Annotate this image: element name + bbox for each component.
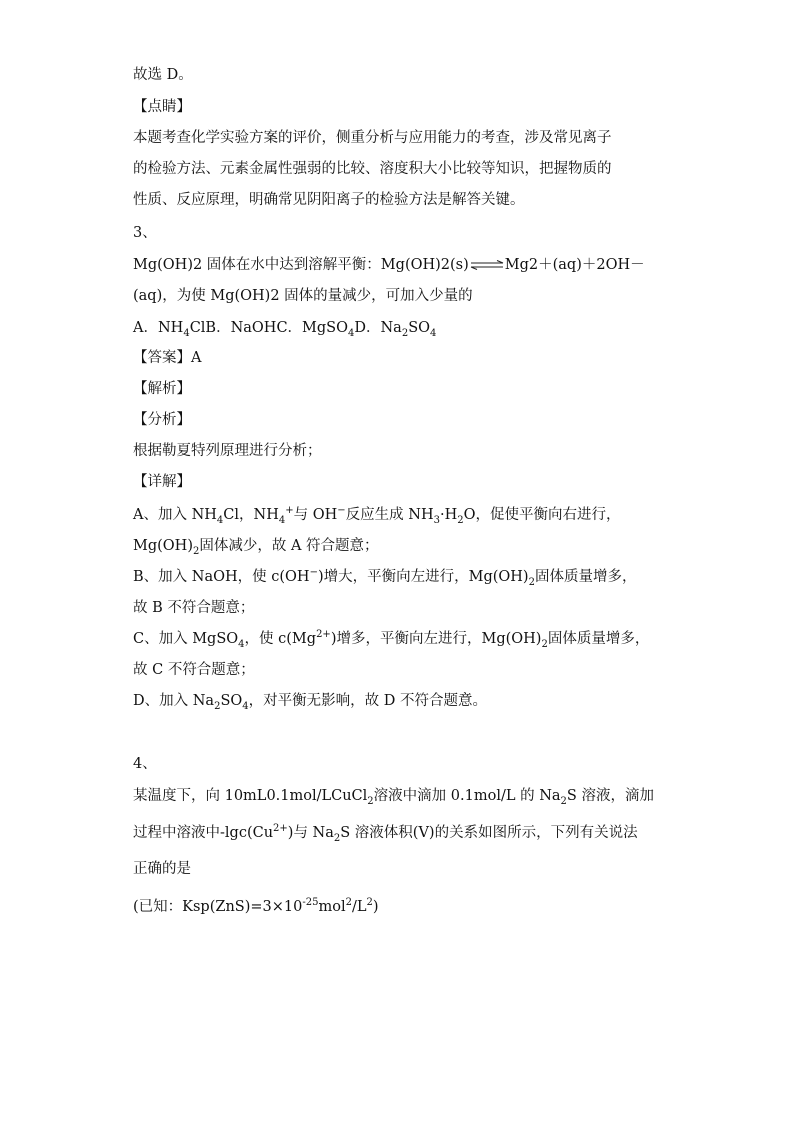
q3-number: 3、 xyxy=(133,225,157,241)
q3-analysis-title: 【解析】 xyxy=(133,381,191,397)
q3-detail-b-line-2: 故 B 不符合题意； xyxy=(133,600,255,616)
q3-detail-a-line-2: $Mg(OH)_2$固体减少，故 A 符合题意； xyxy=(133,538,379,557)
q3-stem-left: Mg(OH)2 固体在水中达到溶解平衡：Mg(OH)2(s) xyxy=(133,257,469,273)
pointer-line-3: 性质、反应原理，明确常见阴阳离子的检验方法是解答关键。 xyxy=(133,192,525,208)
q3-stem-right: Mg2＋(aq)＋2OH－ xyxy=(504,257,645,273)
q3-detail-a-line-1: A、加入 $NH_4Cl$，$NH_4^+$与 OH−反应生成 $NH_3\cdot H_2O$，促使平衡向右进行， xyxy=(133,505,621,526)
q2-conclusion: 故选 D。 xyxy=(133,67,193,83)
q4-number: 4、 xyxy=(133,756,157,772)
pointer-title: 【点睛】 xyxy=(133,99,191,115)
q3-stem-line-1 xyxy=(133,255,645,275)
q3-stem-line-2: (aq)，为使 Mg(OH)2 固体的量减少，可加入少量的 xyxy=(133,288,473,304)
q3-detail-d-line: D、加入 $Na_2SO_4$，对平衡无影响，故 D 不符合题意。 xyxy=(133,693,487,712)
pointer-line-1: 本题考查化学实验方案的评价，侧重分析与应用能力的考查，涉及常见离子 xyxy=(133,130,612,146)
q3-fenxi-title: 【分析】 xyxy=(133,412,191,428)
q3-detail-c-line-1: C、加入 MgSO$_4$，使 $c(Mg^{2+})$增多，平衡向左进行，$Mg(OH)_2$固体质量增多， xyxy=(133,629,650,650)
equilibrium-arrow-icon xyxy=(470,260,504,270)
q3-answer: 【答案】A xyxy=(133,350,202,366)
q4-stem-line-3: 正确的是 xyxy=(133,861,191,877)
q3-detail-b-line-1: B、加入 NaOH，使 c(OH−)增大，平衡向左进行，$Mg(OH)_2$固体质量增多， xyxy=(133,567,637,588)
q3-fenxi-text: 根据勒夏特列原理进行分析； xyxy=(133,443,322,459)
q3-detail-c-line-2: 故 C 不符合题意； xyxy=(133,662,255,678)
q4-stem-line-2: 过程中溶液中$-\lg c(Cu^{2+})$与 $Na_2S$ 溶液体积(V)的关系如图所示，下列有关说法 xyxy=(133,823,638,844)
q4-known-condition: (已知：$Ksp(ZnS)=3\times 10^{-25}mol^2/L^2$) xyxy=(133,897,379,915)
q4-stem-line-1: 某温度下，向 10mL0.1mol/LCuCl$_2$溶液中滴加 0.1mol/L 的 $Na_2S$ 溶液，滴加 xyxy=(133,788,654,807)
q3-options: A．$NH_4ClB$．NaOHC．MgSO$_4$D．$Na_2SO_4$ xyxy=(133,320,437,339)
q3-detail-title: 【详解】 xyxy=(133,474,191,490)
pointer-line-2: 的检验方法、元素金属性强弱的比较、溶度积大小比较等知识，把握物质的 xyxy=(133,161,612,177)
